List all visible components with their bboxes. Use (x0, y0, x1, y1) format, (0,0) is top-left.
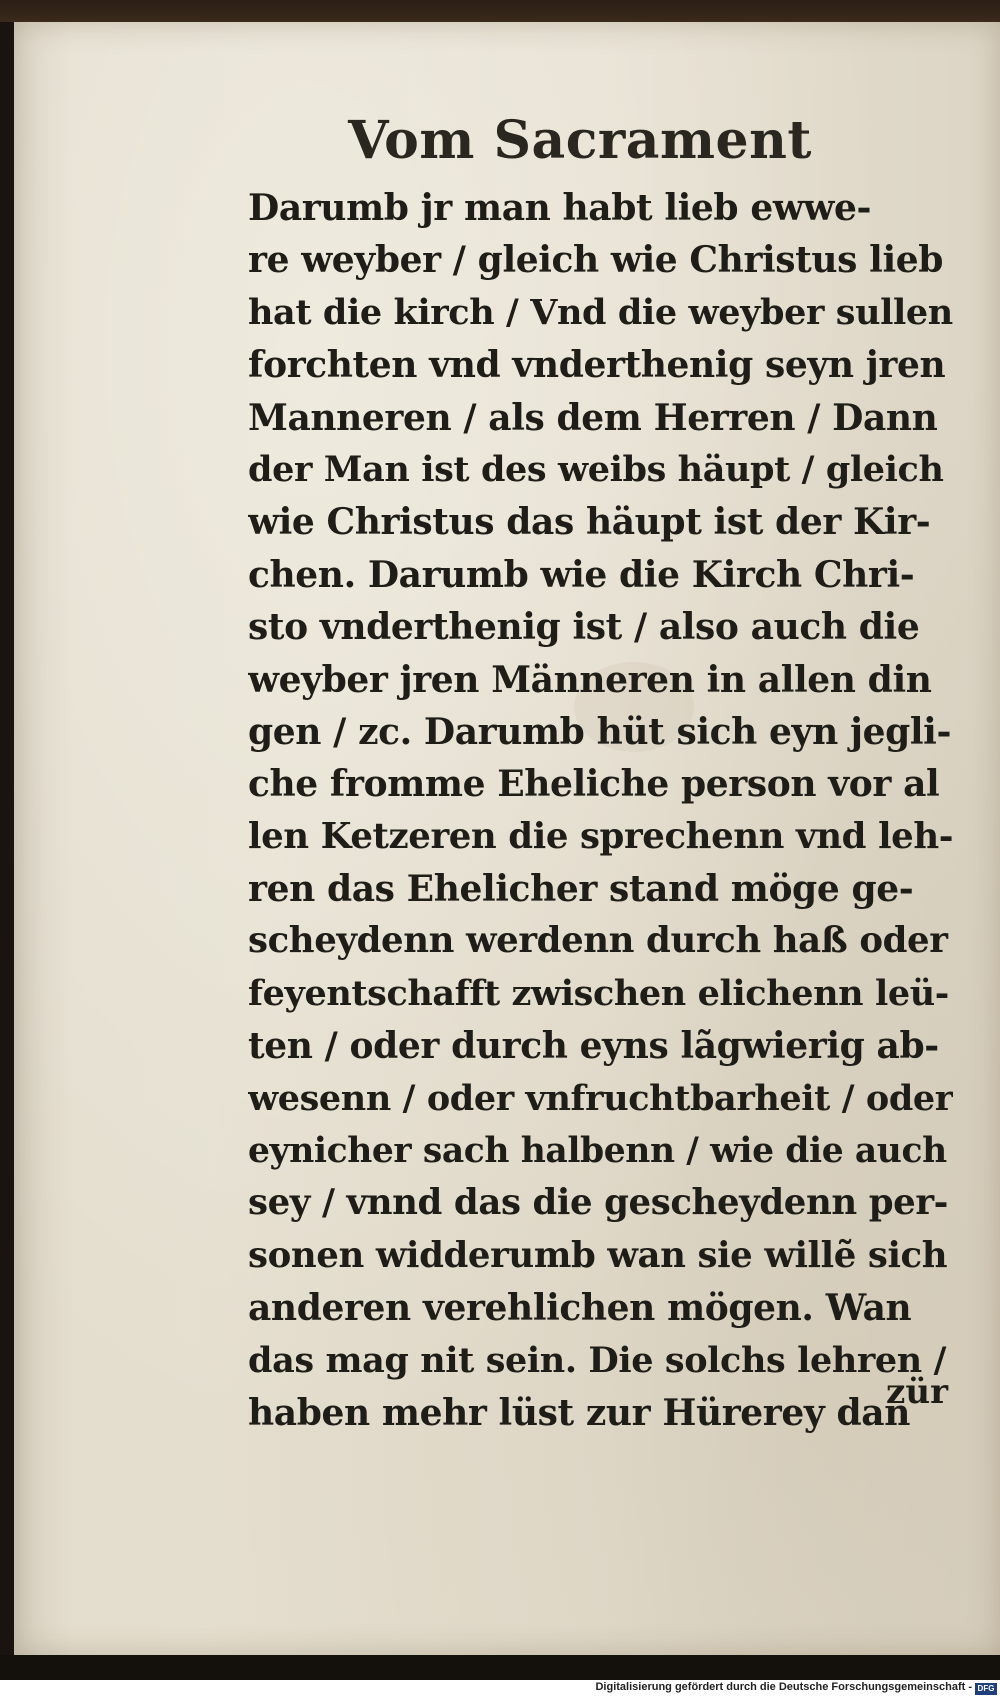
text-line: len Ketzeren die sprechenn vnd leh- (248, 815, 953, 857)
text-line: wesenn / oder vnfruchtbarheit / oder (248, 1077, 953, 1119)
text-line: forchten vnd vnderthenig seyn jren (248, 344, 946, 387)
scan-border-top (0, 0, 1000, 22)
footer-credit: Digitalisierung gefördert durch die Deutsche Forschungsgemeinschaft - (595, 1681, 972, 1693)
text-line: feyentschafft zwischen elichenn leü- (248, 972, 949, 1014)
text-line: wie Christus das häupt ist der Kir- (248, 501, 931, 544)
text-line: che fromme Eheliche person vor al (248, 763, 940, 806)
text-line: Manneren / als dem Herren / Dann (248, 396, 938, 439)
text-line: gen / zc. Darumb hüt sich eyn jegli- (248, 710, 951, 753)
text-line: sonen widderumb wan sie willẽ sich (248, 1234, 948, 1276)
running-head: Vom Sacrament (348, 110, 812, 171)
text-line: scheydenn werdenn durch haß oder (248, 920, 948, 962)
scan-border-bottom (0, 1655, 1000, 1680)
text-line: ren das Ehelicher stand möge ge- (248, 868, 914, 911)
text-line: anderen verehlichen mögen. Wan (248, 1287, 912, 1330)
text-line: sey / vnnd das die gescheydenn per- (248, 1182, 949, 1224)
text-line: Darumb jr man habt lieb ewwe- (248, 187, 872, 229)
text-line: ten / oder durch eyns lãgwierig ab- (248, 1025, 939, 1068)
text-line: weyber jren Männeren in allen din (248, 658, 932, 701)
text-line: eynicher sach halbenn / wie die auch (248, 1131, 947, 1172)
text-line: chen. Darumb wie die Kirch Chri- (248, 553, 915, 596)
catchword: zür (886, 1372, 948, 1412)
digitization-footer (0, 1680, 1000, 1698)
body-text (248, 182, 953, 1439)
text-line: das mag nit sein. Die solchs lehren / (248, 1339, 947, 1381)
text-line: haben mehr lüst zur Hürerey dan (248, 1391, 911, 1434)
text-line: sto vnderthenig ist / also auch die (248, 606, 920, 649)
text-line: hat die kirch / Vnd die weyber sullen (248, 291, 953, 333)
dfg-logo-icon: DFG (975, 1683, 997, 1695)
text-line: der Man ist des weibs häupt / gleich (248, 448, 944, 490)
text-line: re weyber / gleich wie Christus lieb (248, 239, 944, 282)
